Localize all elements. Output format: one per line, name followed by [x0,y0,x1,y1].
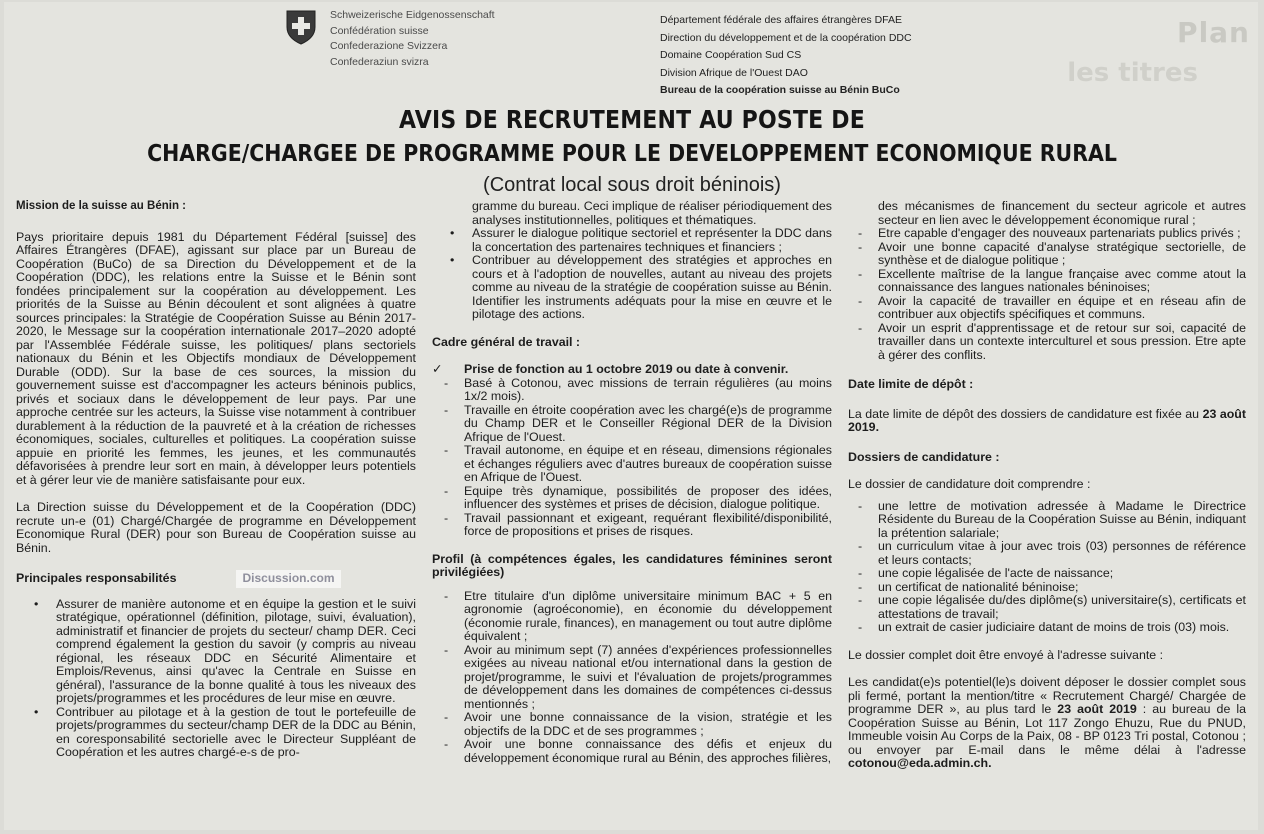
dossier-intro: Le dossier de candidature doit comprendre : [848,477,1091,491]
list-item: - Avoir la capacité de travailler en équipe et en réseau afin de contribuer aux objectifs spécifiques et communs. [858,293,1246,321]
list-item: ✓ Prise de fonction au 1 octobre 2019 ou date à convenir. [432,362,789,376]
list-item: - un curriculum vitae à jour avec trois (03) personnes de référence et leurs contacts; [858,539,1246,567]
responsibilities-list-cont [432,227,832,322]
list-item: • Assurer le dialogue politique sectoriel et représenter la DDC dans la concertation des partenaires techniques et financiers ; [450,226,832,254]
date-text: La date limite de dépôt des dossiers de candidature est fixée au [848,406,1200,421]
list-item: - un extrait de casier judiciaire datant de moins de trois (03) mois. [858,620,1230,634]
list-item: - Avoir au minimum sept (7) années d'expériences professionnelles exigées au niveau national et/ou international dans la gestion de projet/programme, le suivi et l'évaluation de projets/programmes de développement dans les domaines de compétences ci-dessus mentionnés ; [444,642,832,711]
list-item: - Basé à Cotonou, avec missions de terrain régulières (au moins 1x/2 mois). [444,375,832,403]
list-item: - Equipe très dynamique, possibilités de proposer des idées, influencer des systèmes et prises de décision, dialogue politique. [444,483,832,511]
list-item: - une copie légalisée de l'acte de naissance; [858,566,1114,580]
subtitle: (Contrat local sous droit béninois) [483,174,781,196]
list-item: - Travaille en étroite coopération avec les chargé(e)s de programme du Champ DER et le Conseiller Régional DER de la Division Afrique de l'Ouest. [444,402,832,444]
continuation-paragraph: gramme du bureau. Ceci implique de réaliser périodiquement des analyses institutionnelles, politiques et thématiques. [472,199,832,227]
continuation-paragraph: des mécanismes de financement du secteur agricole et autres secteur en lien avec le développement économique rural ; [878,199,1246,227]
cadre-list [432,363,832,539]
list-item: - une copie légalisée du/des diplôme(s) universitaire(s), certificats et attestations de travail; [858,593,1246,621]
confed-line: Confédération suisse [330,24,429,37]
list-item: - Etre capable d'engager des nouveaux partenariats publics privés ; [858,226,1241,240]
mission-paragraph-2: La Direction suisse du Développement et de la Coopération (DDC) recrute un-e (01) Chargé/Chargée de programme en Développement Economique Rural (DER) pour son Bureau de Coopération suisse au Bénin. [16,500,416,555]
list-item: - Travail passionnant et exigeant, requérant flexibilité/disponibilité, force de propositions et prises de risques. [444,510,832,538]
confederation-names [330,8,495,70]
dossier-heading: Dossiers de candidature : [848,449,1000,464]
bleed-through-text: Plan [1177,16,1250,49]
dept-line: Département fédérale des affaires étrangères DFAE [660,14,903,26]
list-item: - Avoir une bonne connaissance des défis et enjeux du développement économique rural au Bénin, des approches filières, [444,737,832,765]
address-intro: Le dossier complet doit être envoyé à l'adresse suivante : [848,647,1164,662]
list-item: - un certificat de nationalité béninoise; [858,579,1079,594]
title-line-2: CHARGE/CHARGEE DE PROGRAMME POUR LE DEVELOPPEMENT ECONOMIQUE RURAL [147,139,1117,167]
column-2 [432,200,832,765]
department-block [660,12,912,100]
discussion-watermark: Discussion.com [236,570,340,588]
confed-line: Schweizerische Eidgenossenschaft [330,9,495,21]
dossier-list [848,500,1246,635]
list-item: - Etre titulaire d'un diplôme universitaire minimum BAC + 5 en agronomie (agroéconomie), en économie du développement (économie rurale, finances), en management ou tout autre diplôme équivalent ; [444,588,832,643]
dept-line: Direction du développement et de la coopération DDC [660,31,912,44]
profil-heading: Profil (à compétences égales, les candidatures féminines seront privilégiées) [432,551,832,579]
responsibilities-heading-text: Principales responsabilités [16,571,177,586]
list-item: - Avoir une bonne capacité d'analyse stratégique sectorielle, de synthèse et de dialogue politique ; [858,239,1246,267]
list-item: - une lettre de motivation adressée à Madame le Directrice Résidente du Bureau de la Coopération Suisse au Bénin, indiquant la prétention salariale; [858,498,1246,540]
list-item: • Assurer de manière autonome et en équipe la gestion et le suivi stratégique, opérationnel (définition, pilotage, suivi, évaluation), administratif et financier de projets du secteur/ champ DER. Ceci comprend également la gestion du savoir (y compris au niveau régional, les réseaux DDC en Sécurité Alimentaire et Emplois/Revenus, ainsi qu'avec la Centrale en Suisse en général), l'assurance de la bonne qualité à tous les niveaux des projets/programmes et les procédures de leur mise en œuvre. [34,596,416,705]
dept-line: Division Afrique de l'Ouest DAO [660,66,808,79]
mission-paragraph-1: Pays prioritaire depuis 1981 du Département Fédéral [suisse] des Affaires Étrangères (DFAE), agissant sur place par un Bureau de Coopération (BuCo) de sa Direction du Développement et de la Coopération (DDC), les relations entre la Suisse et le Bénin sont fondées principalement sur la coopération au développement. Les priorités de la Suisse au Bénin découlent et sont alignées à quatre sources principales: la Stratégie de Coopération Suisse au Bénin 2017-2020, le Message sur la coopération internationale 2017–2020 adopté par l'Assemblée Fédérale suisse, les politiques/ plans sectoriels nationaux du Bénin et les Objectifs mondiaux de Développement Durable (ODD). Sur la base de ces sources, la mission du gouvernement suisse est d'accompagner les acteurs béninois publics, privés et sociaux dans le développement de leur pays. Par une approche centrée sur les acteurs, la Suisse vise notamment à contribuer durablement à la réduction de la pauvreté et à la création de richesses économiques, sociales, culturelles et politiques. La coopération suisse appuie en priorité les femmes, les jeunes, et les communautés défavorisées à prendre leur sort en main, à développer leurs potentiels et à gérer leur vie de manière satisfaisante pour eux. [16,229,416,487]
list-item: - Avoir une bonne connaissance de la vision, stratégie et les objectifs de la DDC et de ses programmes ; [444,710,832,738]
date-paragraph [848,408,1246,435]
column-3 [848,200,1246,771]
bleed-through-text: les titres [1067,58,1198,88]
mission-heading: Mission de la suisse au Bénin : [16,200,186,212]
responsibilities-list [16,598,416,760]
final-date: 23 août 2019 [1057,702,1137,716]
confed-line: Confederaziun svizra [330,55,429,68]
list-item: - Travail autonome, en équipe et en réseau, dimensions régionales et échanges réguliers avec d'autres bureaux de coopération suisse en Afrique de l'Ouest. [444,443,832,484]
column-1 [16,200,416,760]
cadre-heading: Cadre général de travail : [432,334,581,349]
list-item: • Contribuer au pilotage et à la gestion de tout le portefeuille de projets/programmes du secteur/champ DER de la DDC au Bénin, en coresponsabilité sectorielle avec le Directeur Suppléant de Coopération et les autres chargé-e-s de pro- [34,704,416,759]
responsibilities-heading [16,570,416,588]
confed-line: Confederazione Svizzera [330,40,448,52]
final-text-b: : au bureau de la Coopération Suisse au Bénin, Lot 117 Zongo Ehuzu, Rue du PNUD, Immeuble voisin Au Corps de la Paix, 08 - BP 0123 Tri postal, Cotonou ; ou envoyer par E-mail dans le même délai à l'adresse [848,702,1246,757]
date-heading: Date limite de dépôt : [848,377,974,391]
bureau-line: Bureau de la coopération suisse au Bénin BuCo [660,84,900,96]
list-item: - Avoir un esprit d'apprentissage et de retour sur soi, capacité de travailler dans un contexte interculturel et sous pression. Etre apte à gérer des conflits. [858,320,1246,362]
deadline-date: 23 août 2019. [848,406,1246,434]
final-paragraph [848,676,1246,771]
title-line-1: AVIS DE RECRUTEMENT AU POSTE DE [399,106,865,135]
profil-list [432,590,832,766]
dept-line: Domaine Coopération Sud CS [660,49,802,61]
contact-email: cotonou@eda.admin.ch. [848,756,992,770]
list-item: - Excellente maîtrise de la langue française avec comme atout la connaissance des langues nationales béninoises; [858,266,1246,294]
swiss-coat-of-arms-icon [285,9,317,45]
final-text-a: Les candidat(e)s potentiel(le)s doivent déposer le dossier complet sous pli fermé, portant la mention/titre « Recrutement Chargé/ Chargée de programme DER », au plus tard le [848,675,1246,716]
profil-list-cont [848,227,1246,362]
list-item: • Contribuer au développement des stratégies et approches en cours et à l'adoption de nouvelles, autant au niveau des projets comme au niveau de la stratégie de coopération suisse au Bénin. Identifier les instruments adéquats pour la mise en œuvre et le pilotage des actions. [450,253,832,321]
